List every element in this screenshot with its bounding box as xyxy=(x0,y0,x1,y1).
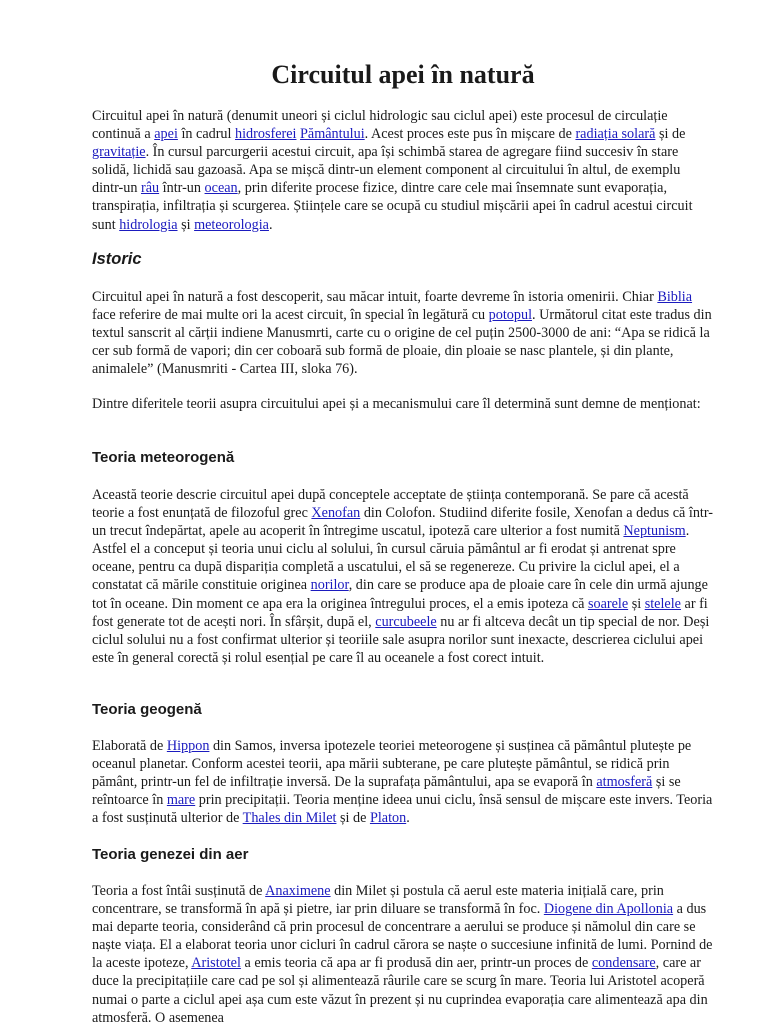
text: , prin diferite procese fizice, dintre care cele mai însemnate sunt evaporația, transpirația, infiltrația și scurgerea. Științele care se ocupă cu studiul mișcării apei în cadrul acestui circuit sunt xyxy=(92,180,693,233)
text: Această teorie descrie circuitul apei după conceptele acceptate de știința contemporană. Se pare că acestă teorie a fost enunțată de filozoful grec xyxy=(92,487,689,522)
link-apei[interactable]: apei xyxy=(154,126,178,143)
text: . Acest proces este pus în mișcare de xyxy=(364,126,576,143)
text: din Samos, inversa ipotezele teoriei meteorogene și susținea că pământul plutește pe oceanul planetar. Conform acestei teorii, apa mării subterane, pe care plutește pământul, se ridică prin pământ, printr-un fel de infiltrație inversă. De la suprafața pământului, apa se evaporă în xyxy=(92,738,692,791)
text: , din care se produce apa de ploaie care în cele din urmă ajunge tot în oceane. Din moment ce apa era la originea întregului proces, el a emis ipoteza că xyxy=(92,577,708,612)
text: . xyxy=(268,216,273,233)
link-aristotel[interactable]: Aristotel xyxy=(191,955,241,972)
link-potopul[interactable]: potopul xyxy=(488,307,533,324)
link-rau[interactable]: râu xyxy=(140,180,160,197)
link-meteorologia[interactable]: meteorologia xyxy=(194,216,269,233)
text: Elaborată de xyxy=(92,738,167,754)
link-curcubeele[interactable]: curcubeele xyxy=(375,613,437,630)
aer-paragraph xyxy=(92,882,714,1027)
section-heading-meteorogena: Teoria meteorogenă xyxy=(92,449,235,466)
link-hidrosferei[interactable]: hidrosferei xyxy=(235,126,297,143)
text: . Astfel el a conceput și teoria unui ciclu al solului, în cursul căruia pământul ar fi erodat și antrenat spre oceane, pentru ca după dispariția completă a uscatului, el să se regenereze. Cu privire la ciclul apei, el a constatat că mările constituie originea xyxy=(92,523,690,594)
link-xenofan[interactable]: Xenofan xyxy=(311,505,361,522)
link-atmosfera[interactable]: atmosferă xyxy=(596,774,653,791)
link-norilor[interactable]: norilor xyxy=(310,577,349,594)
text: face referire de mai multe ori la acest circuit, în special în legătură cu xyxy=(92,307,489,324)
link-platon[interactable]: Platon xyxy=(369,810,407,827)
section-heading-geneza-din-aer: Teoria genezei din aer xyxy=(92,846,249,863)
text: și de xyxy=(655,126,686,143)
link-condensare[interactable]: condensare xyxy=(591,955,656,972)
geogena-paragraph xyxy=(92,737,714,827)
link-gravitatie[interactable]: gravitație xyxy=(92,144,146,161)
link-hidrologia[interactable]: hidrologia xyxy=(119,216,178,233)
link-thales-din-milet[interactable]: Thales din Milet xyxy=(242,810,337,827)
meteorogena-paragraph xyxy=(92,486,714,667)
link-biblia[interactable]: Biblia xyxy=(657,289,693,305)
text: . xyxy=(406,810,410,827)
istoric-paragraph-1 xyxy=(92,288,714,378)
text: Teoria a fost întâi susținută de xyxy=(92,883,266,899)
text: Circuitul apei în natură a fost descoperit, sau măcar intuit, foarte devreme în istoria omenirii. Chiar xyxy=(92,289,658,305)
text: prin precipitații. Teoria menține ideea unui ciclu, însă sensul de mișcare este invers. Teoria a fost susținută ulterior de xyxy=(92,792,713,827)
text: într-un xyxy=(159,180,205,197)
text: , care ar duce la precipitațiile care cad pe sol și alimentează râurile care se scurg în mare. Teoria lui Aristotel acoperă numai o parte a ciclul apei așa cum este văzut în prezent și nu cuprindea evaporația care alimentează apa din atmosferă. O asemenea xyxy=(92,955,708,1026)
text: și de xyxy=(336,810,370,827)
link-ocean[interactable]: ocean xyxy=(204,180,238,197)
text: Circuitul apei în natură (denumit uneori și ciclul hidrologic sau ciclul apei) este procesul de circulație continuă a xyxy=(92,108,668,143)
text: a dus mai departe teoria, considerând că prin procesul de concentrare a aerului se produce și nămolul din care se naște viața. El a elaborat teoria unor cicluri în cadrul cărora se naște o succesiune infinită de lumi. Pornind de la aceste ipoteze, xyxy=(92,901,713,972)
link-radiatia-solara[interactable]: radiația solară xyxy=(575,126,656,143)
link-anaximene[interactable]: Anaximene xyxy=(265,883,331,899)
text: în cadrul xyxy=(177,126,236,143)
link-neptunism[interactable]: Neptunism xyxy=(623,523,686,540)
istoric-paragraph-2: Dintre diferitele teorii asupra circuitului apei și a mecanismului care îl determină sunt demne de menționat: xyxy=(92,396,701,412)
link-mare[interactable]: mare xyxy=(166,792,196,809)
text: din Colofon. Studiind diferite fosile, Xenofan a dedus că într-un trecut îndepărtat, apele au acoperit în întregime uscatul, ipoteză care ulterior a fost numită xyxy=(92,505,714,540)
intro-paragraph xyxy=(92,107,714,234)
link-hippon[interactable]: Hippon xyxy=(166,738,210,754)
text: și xyxy=(177,216,195,233)
link-pamantului[interactable]: Pământului xyxy=(300,126,365,143)
link-diogene-din-apollonia[interactable]: Diogene din Apollonia xyxy=(543,901,674,918)
link-soarele[interactable]: soarele xyxy=(587,595,629,612)
section-heading-geogena: Teoria geogenă xyxy=(92,701,202,718)
link-stelele[interactable]: stelele xyxy=(644,595,681,612)
text: și xyxy=(628,595,645,612)
text: din Milet și postula că aerul este materia inițială care, prin concentrare, se transformă în apă și pietre, iar prin diluare se transformă în foc. xyxy=(92,883,664,918)
text: . Următorul citat este tradus din textul sanscrit al cărții indiene Manusmrti, carte cu o origine de cel puțin 2500-3000 de ani: “Apa se ridică la cer sub formă de vapori; din cer coboară sub formă de ploaie, din ploaie se nasc plantele, și din plante, animalele” (Manusmriti - Cartea III, sloka 76). xyxy=(92,307,712,378)
page-title: Circuitul apei în natură xyxy=(271,60,535,89)
text: . În cursul parcurgerii acestui circuit, apa își schimbă starea de agregare fiind succesiv în stare solidă, lichidă sau gazoasă. Apa se mișcă dintr-un element component al circuitului în altul, de exemplu dintr-un xyxy=(92,144,681,197)
text: a emis teoria că apa ar fi produsă din aer, printr-un proces de xyxy=(240,955,592,972)
text: ar fi fost generate tot de acești nori. În sfârșit, după el, xyxy=(92,595,708,630)
section-heading-istoric: Istoric xyxy=(92,250,142,268)
text: nu ar fi altceva decât un tip special de nor. Deși ciclul solului nu a fost confirmat ulterior și teoriile sale asupra norilor sunt inexacte, descrierea ciclului apei este în general corectă și rolul esențial pe care îl au oceanele a fost corect intuit. xyxy=(92,613,710,666)
text: și se reîntoarce în xyxy=(92,774,681,809)
